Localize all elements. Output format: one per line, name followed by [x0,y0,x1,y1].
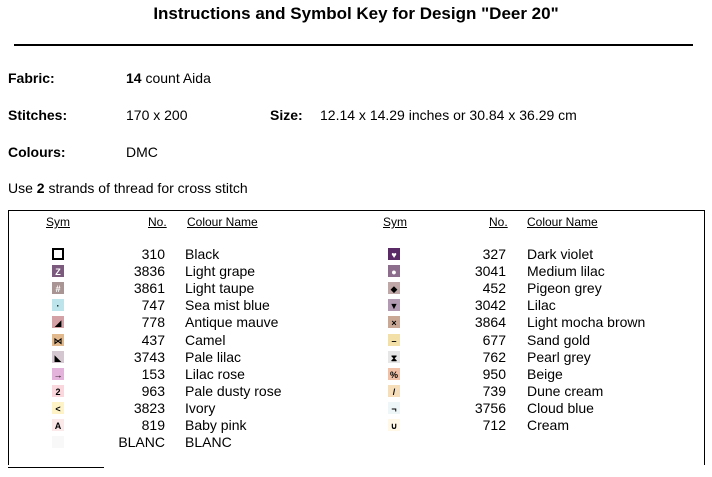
colours-label: Colours: [8,144,66,160]
symbol-row [0,297,712,314]
colour-name: Camel [185,331,226,348]
symbol-row [0,280,712,297]
strand-instruction: Use 2 strands of thread for cross stitch [8,180,248,196]
symbol-row [0,332,712,349]
colour-name: Pale dusty rose [185,382,282,399]
colour-name: Medium lilac [527,263,605,280]
dmc-number: 3756 [474,399,506,416]
triangle-symbol-icon: ◢ [52,316,64,328]
dash-symbol-icon: – [388,334,400,346]
corner-triangle-symbol-icon: ◣ [52,351,64,363]
z-symbol-icon: Z [52,265,64,277]
symbol-row [0,349,712,366]
dmc-number: 819 [141,417,165,433]
percent-symbol-icon: % [389,369,398,380]
header-sym-left: Sym [46,215,70,229]
fabric-count: 14 [126,70,142,86]
dmc-number: 327 [482,246,506,262]
dmc-number: 3861 [133,280,165,297]
size-label: Size: [270,107,303,123]
dmc-number: 963 [141,382,165,399]
two-symbol-icon: 2 [52,385,64,397]
colour-name: Antique mauve [185,314,279,331]
dmc-number: 677 [482,331,506,348]
colour-name: Sand gold [527,331,591,348]
strand-count: 2 [36,180,45,196]
colour-name: Light taupe [185,280,255,297]
dmc-number: 3864 [474,314,506,331]
colour-name: Cloud blue [527,399,594,416]
cross-symbol-icon: × [388,316,400,328]
colour-name: Dune cream [527,382,604,399]
dmc-number: 3823 [133,399,165,416]
dmc-number: BLANC [118,434,165,451]
heart-symbol-icon: ♥ [388,248,400,260]
dmc-number: 950 [482,365,506,382]
dmc-number: 3041 [474,263,506,280]
colour-name: Lilac [527,297,556,314]
slash-symbol-icon: / [388,385,400,397]
symbol-row [0,366,712,383]
colour-name: Beige [527,365,563,382]
cup-symbol-icon: ∪ [388,419,400,431]
symbol-row [0,246,712,263]
down-triangle-symbol-icon: ▼ [389,301,399,312]
header-name-right: Colour Name [527,215,598,229]
colour-name: Light grape [185,263,256,280]
colour-name: Ivory [185,399,216,416]
corner-symbol-icon: ¬ [388,402,400,414]
page-title: Instructions and Symbol Key for Design "Deer 20" [153,4,559,23]
symbol-row [0,383,712,400]
colour-name: Dark violet [527,246,594,262]
dmc-number: 778 [141,314,165,331]
bowtie-symbol-icon: ⋈ [53,335,63,346]
less-than-symbol-icon: < [52,402,64,414]
colour-name: Pale lilac [185,348,242,365]
header-no-left: No. [148,215,167,229]
colour-name: Sea mist blue [185,297,270,314]
header-no-right: No. [489,215,508,229]
dmc-number: 762 [482,348,506,365]
size-value: 12.14 x 14.29 inches or 30.84 x 36.29 cm [320,107,577,123]
title-rule [14,44,693,46]
hourglass-symbol-icon: ⧗ [388,351,400,363]
hash-symbol-icon: # [52,282,64,294]
symbol-row [0,400,712,417]
dmc-number: 452 [482,280,506,297]
footer-rule [8,467,104,468]
fabric-label: Fabric: [8,70,55,86]
colour-name: Light mocha brown [527,314,646,331]
stitches-label: Stitches: [8,107,68,123]
colours-value: DMC [126,144,158,160]
dmc-number: 739 [482,382,506,399]
diamond-symbol-icon: ◆ [388,282,400,294]
colour-name: Baby pink [185,417,247,433]
colour-name: BLANC [185,434,232,451]
blank-symbol-icon [52,436,64,448]
dot-symbol-icon: · [52,299,64,311]
dmc-number: 747 [141,297,165,314]
dmc-number: 712 [482,417,506,433]
colour-name: Pearl grey [527,348,591,365]
colour-name: Lilac rose [185,365,245,382]
dmc-number: 310 [141,246,165,262]
dmc-number: 3743 [133,348,165,365]
fabric-value [126,70,211,86]
a-symbol-icon: A [52,419,64,431]
arrow-symbol-icon: → [53,369,63,380]
symbol-row [0,314,712,331]
symbol-row [0,417,712,434]
dmc-number: 437 [141,331,165,348]
symbol-row [0,263,712,280]
dmc-number: 3836 [133,263,165,280]
header-name-left: Colour Name [187,215,258,229]
circle-symbol-icon: ● [388,265,400,277]
colour-name: Black [185,246,220,262]
fabric-type: count Aida [141,70,211,86]
dmc-number: 153 [141,365,165,382]
colour-name: Pigeon grey [527,280,602,297]
colour-name: Cream [527,417,570,433]
header-sym-right: Sym [383,215,407,229]
dmc-number: 3042 [474,297,506,314]
stitches-value: 170 x 200 [126,107,188,123]
symbol-row [0,434,712,451]
